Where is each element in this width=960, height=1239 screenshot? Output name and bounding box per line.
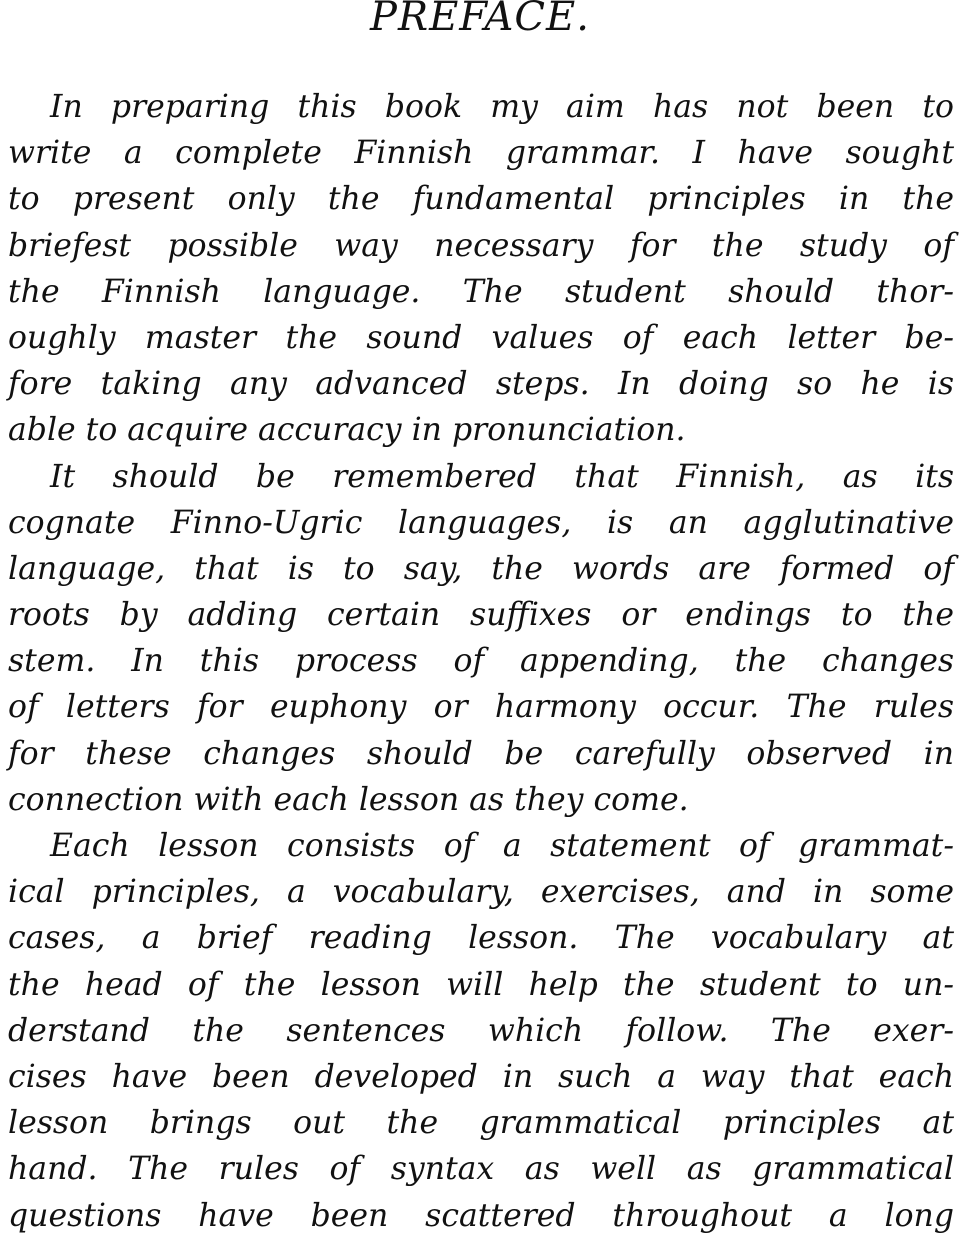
- text-line: language, that is to say, the words are formed of: [8, 550, 954, 587]
- paragraph-3: [0, 823, 960, 1239]
- text-line: able to acquire accuracy in pronunciation.: [8, 412, 686, 449]
- text-line: lesson brings out the grammatical principles at: [8, 1105, 954, 1142]
- text-line: briefest possible way necessary for the study of: [8, 227, 954, 264]
- text-line: connection with each lesson as they come.: [8, 781, 689, 818]
- text-line: write a complete Finnish grammar. I have sought: [8, 135, 954, 172]
- text-line: ical principles, a vocabulary, exercises, and in some: [8, 874, 954, 911]
- text-line: questions have been scattered throughout a long: [8, 1197, 954, 1234]
- text-line: of letters for euphony or harmony occur. The rules: [8, 689, 954, 726]
- text-line: to present only the fundamental principles in the: [8, 181, 954, 218]
- paragraph-2: [0, 454, 960, 824]
- text-line: oughly master the sound values of each letter be-: [8, 319, 954, 356]
- text-line: cases, a brief reading lesson. The vocabulary at: [8, 920, 954, 957]
- text-line: roots by adding certain suffixes or endings to the: [8, 597, 954, 634]
- text-line: cognate Finno-Ugric languages, is an agglutinative: [8, 504, 954, 541]
- text-line: It should be remembered that Finnish, as its: [50, 458, 954, 495]
- paragraph-1: [0, 84, 960, 454]
- text-line: derstand the sentences which follow. The exer-: [8, 1012, 954, 1049]
- text-line: for these changes should be carefully observed in: [8, 735, 954, 772]
- text-line: the Finnish language. The student should thor-: [8, 273, 954, 310]
- text-line: cises have been developed in such a way that each: [8, 1058, 954, 1095]
- text-line: stem. In this process of appending, the changes: [8, 643, 954, 680]
- text-line: the head of the lesson will help the student to un-: [8, 966, 954, 1003]
- text-line: hand. The rules of syntax as well as grammatical: [8, 1151, 954, 1188]
- text-line: In preparing this book my aim has not been to: [50, 89, 954, 125]
- preface-text: [0, 84, 960, 1239]
- text-line: fore taking any advanced steps. In doing so he is: [8, 366, 954, 403]
- page-title: PREFACE.: [370, 0, 590, 40]
- text-line: Each lesson consists of a statement of grammat-: [50, 828, 954, 864]
